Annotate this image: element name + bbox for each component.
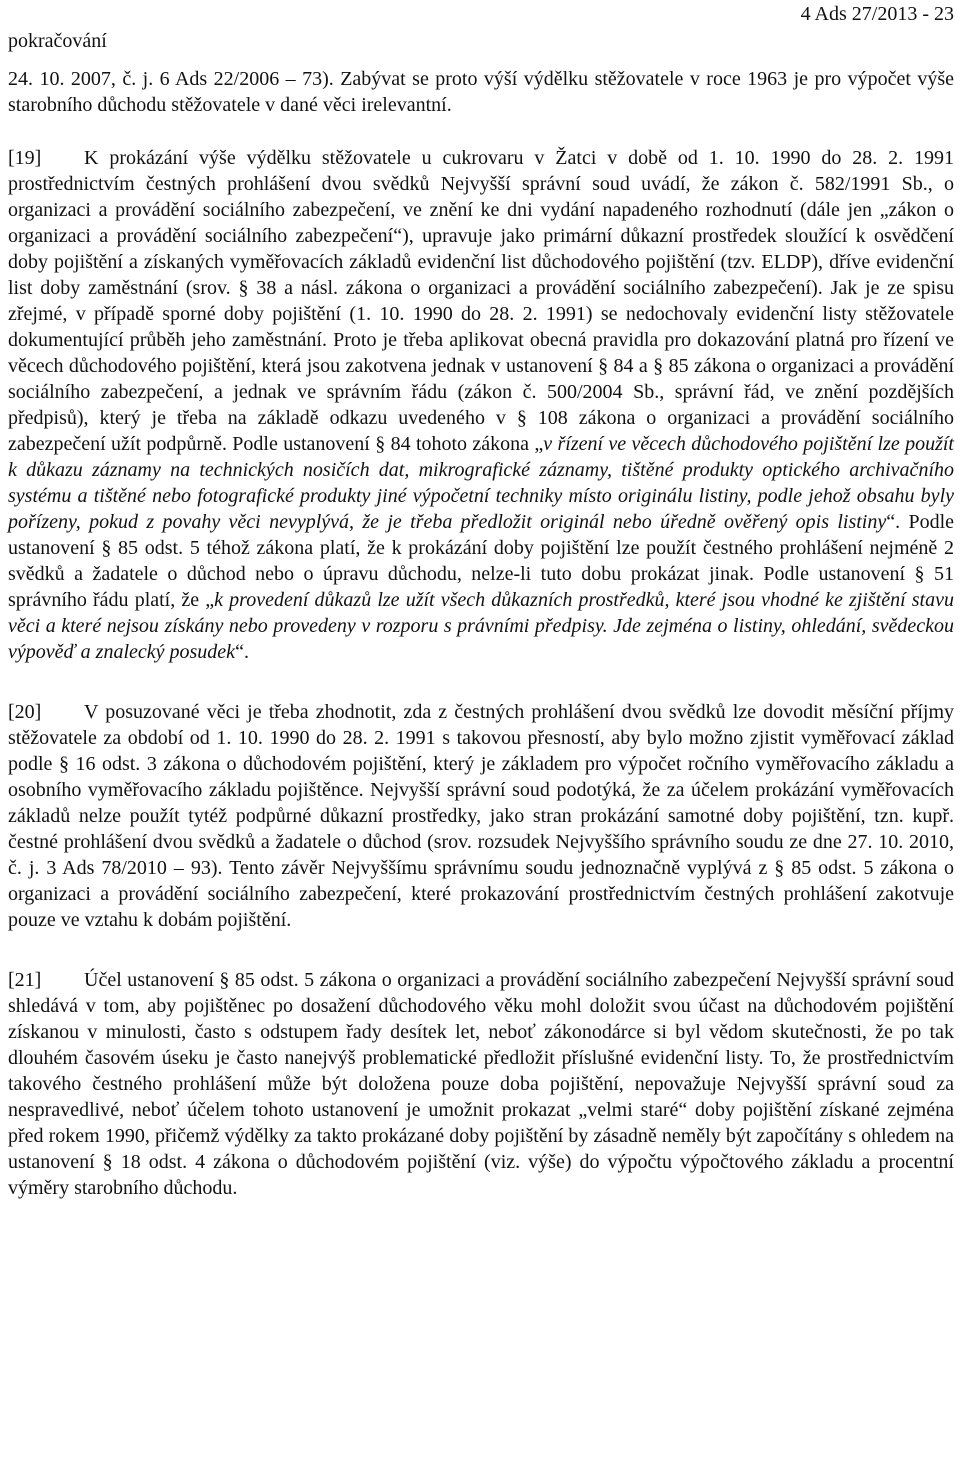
paragraph-number: [21]	[8, 969, 42, 991]
paragraph-text: V posuzované věci je třeba zhodnotit, zda z čestných prohlášení dvou svědků lze dovodit měsíční příjmy stěžovatele za období od 1. 10. 1990 do 28. 2. 1991 s takovou přesností, aby bylo možno zjistit vyměřovací základ podle § 16 odst. 3 zákona o důchodovém pojištění, který je základem pro výpočet ročního vyměřovacího základu a osobního vyměřovacího základu pojištěnce. Nejvyšší správní soud podotýká, že za účelem prokázání vyměřovacích základů nelze použít tytéž podpůrné důkazní prostředky, jako stran prokázání samotné doby pojištění, tzn. kupř. čestné prohlášení dvou svědků a žadatele o důchod (srov. rozsudek Nejvyššího správního soudu ze dne 27. 10. 2010, č. j. 3 Ads 78/2010 – 93). Tento závěr Nejvyššímu správnímu soudu jednoznačně vyplývá z § 85 odst. 5 zákona o organizaci a provádění sociálního zabezpečení, které prokazování prostřednictvím čestných prohlášení zakotvuje pouze ve vztahu k dobám pojištění.	[8, 701, 954, 931]
quoted-statute-text: v řízení ve věcech důchodového pojištění lze použít k důkazu záznamy na technických nosičích dat, mikrografické záznamy, tištěné produkty optického archivačního systému a tištěné nebo fotografické produkty jiné výpočetní techniky místo originálu listiny, podle jehož obsahu byly pořízeny, pokud z povahy věci nevyplývá, že je třeba předložit originál nebo úředně ověřený opis listiny	[8, 433, 954, 533]
document-page	[8, 0, 954, 1201]
paragraph-21	[8, 967, 954, 1201]
paragraph-text: K prokázání výše výdělku stěžovatele u cukrovaru v Žatci v době od 1. 10. 1990 do 28. 2. 1991 prostřednictvím čestných prohlášení dvou svědků Nejvyšší správní soud uvádí, že zákon č. 582/1991 Sb., o organizaci a provádění sociálního zabezpečení, ve znění ke dni vydání napadeného rozhodnutí (dále jen „zákon o organizaci a provádění sociálního zabezpečení“), upravuje jako primární důkazní prostředek sloužící k osvědčení doby pojištění a získaných vyměřovacích základů evidenční list důchodového pojištění (tzv. ELDP), dříve evidenční list doby zaměstnání (srov. § 38 a násl. zákona o organizaci a provádění sociálního zabezpečení). Jak je ze spisu zřejmé, v případě sporné doby pojištění (1. 10. 1990 do 28. 2. 1991) se nedochovaly evidenční listy stěžovatele dokumentující průběh jeho zaměstnání. Proto je třeba aplikovat obecná pravidla pro dokazování platná pro řízení ve věcech důchodového pojištění, která jsou zakotvena jednak v ustanovení § 84 a § 85 zákona o organizaci a provádění sociálního zabezpečení, a jednak ve správním řádu (zákon č. 500/2004 Sb., správní řád, ve znění pozdějších předpisů), který je třeba na základě odkazu uvedeného v § 108 zákona o organizaci a provádění sociálního zabezpečení užít podpůrně. Podle ustanovení § 84 tohoto zákona „	[8, 147, 954, 455]
paragraph-number: [20]	[8, 701, 42, 723]
page-header	[8, 0, 954, 58]
quoted-statute-text: k provedení důkazů lze užít všech důkazních prostředků, které jsou vhodné ke zjištění stavu věci a které nejsou získány nebo provedeny v rozporu s právními předpisy. Jde zejména o listiny, ohledání, svědeckou výpověď a znalecký posudek	[8, 589, 954, 663]
paragraph-20	[8, 699, 954, 933]
header-continuation-label: pokračování	[8, 30, 107, 52]
paragraph-number: [19]	[8, 147, 42, 169]
paragraph-text: Účel ustanovení § 85 odst. 5 zákona o organizaci a provádění sociálního zabezpečení Nejvyšší správní soud shledává v tom, aby pojištěnec po dosažení důchodového věku mohl doložit svou účast na důchodovém pojištění získanou v minulosti, často s odstupem řady desítek let, neboť zákonodárce si byl vědom skutečnosti, že po tak dlouhém časovém úseku je často nanejvýš problematické předložit příslušné evidenční listy. To, že prostřednictvím takového čestného prohlášení může být doložena pouze doba pojištění, nepovažuje Nejvyšší správní soud za nespravedlivé, neboť účelem tohoto ustanovení je umožnit prokazat „velmi staré“ doby pojištění získané zejména před rokem 1990, přičemž výdělky za takto prokázané doby pojištění by zásadně neměly být započítány s ohledem na ustanovení § 18 odst. 4 zákona o důchodovém pojištění (viz. výše) do výpočtu výpočtového základu a procentní výměry starobního důchodu.	[8, 969, 954, 1199]
case-number: 4 Ads 27/2013 - 23	[800, 3, 954, 25]
paragraph-text: “.	[235, 641, 249, 663]
paragraph-19	[8, 145, 954, 665]
paragraph-continuation: 24. 10. 2007, č. j. 6 Ads 22/2006 – 73). Zabývat se proto výší výdělku stěžovatele v roce 1963 je pro výpočet výše starobního důchodu stěžovatele v dané věci irelevantní.	[8, 68, 954, 116]
paragraph-text: “. Podle ustanovení § 85 odst. 5 téhož zákona platí, že k prokázání doby pojištění lze použít čestného prohlášení nejméně 2 svědků a žadatele o důchod nebo o úpravu důchodu, nelze-li tuto dobu prokázat jinak. Podle ustanovení § 51 správního řádu platí, že „	[8, 511, 955, 611]
